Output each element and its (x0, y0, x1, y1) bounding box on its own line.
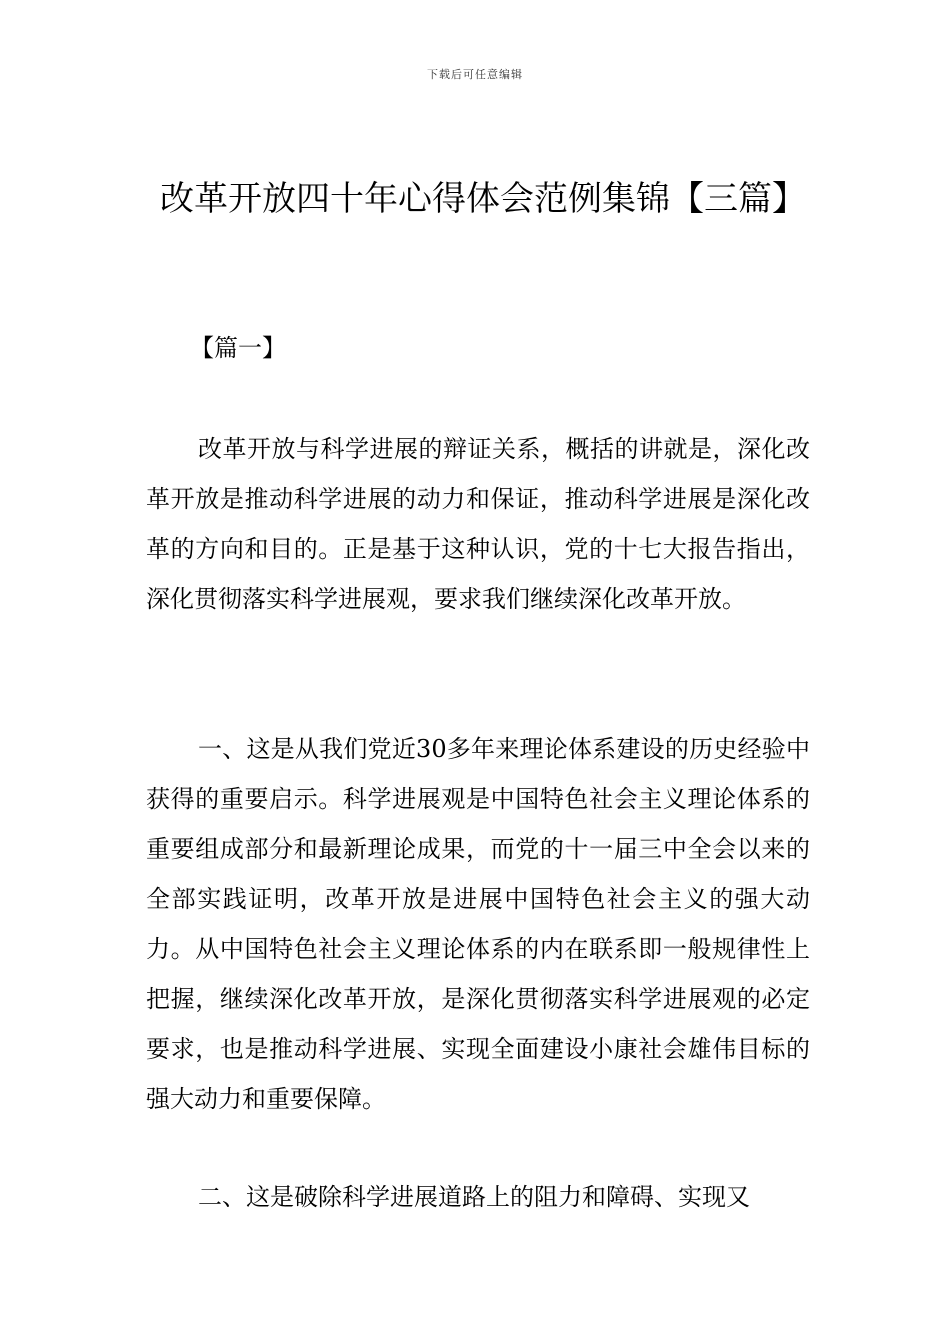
section-heading: 【篇一】 (190, 334, 286, 362)
header-note: 下载后可任意编辑 (427, 68, 523, 81)
paragraph-2: 一、这是从我们党近30多年来理论体系建设的历史经验中获得的重要启示。科学进展观是中国特色社会主义理论体系的重要组成部分和最新理论成果，而党的十一届三中全会以来的全部实践证明，改革开放是进展中国特色社会主义的强大动力。从中国特色社会主义理论体系的内在联系即一般规律性上把握，继续深化改革开放，是深化贯彻落实科学进展观的必定要求，也是推动科学进展、实现全面建设小康社会雄伟目标的强大动力和重要保障。 (146, 735, 810, 1113)
paragraph-3: 二、这是破除科学进展道路上的阻力和障碍、实现又 (198, 1183, 750, 1211)
paragraph-1: 改革开放与科学进展的辩证关系，概括的讲就是，深化改革开放是推动科学进展的动力和保证，推动科学进展是深化改革的方向和目的。正是基于这种认识，党的十七大报告指出，深化贯彻落实科学进展观，要求我们继续深化改革开放。 (146, 435, 810, 613)
document-title: 改革开放四十年心得体会范例集锦【三篇】 (160, 179, 806, 219)
